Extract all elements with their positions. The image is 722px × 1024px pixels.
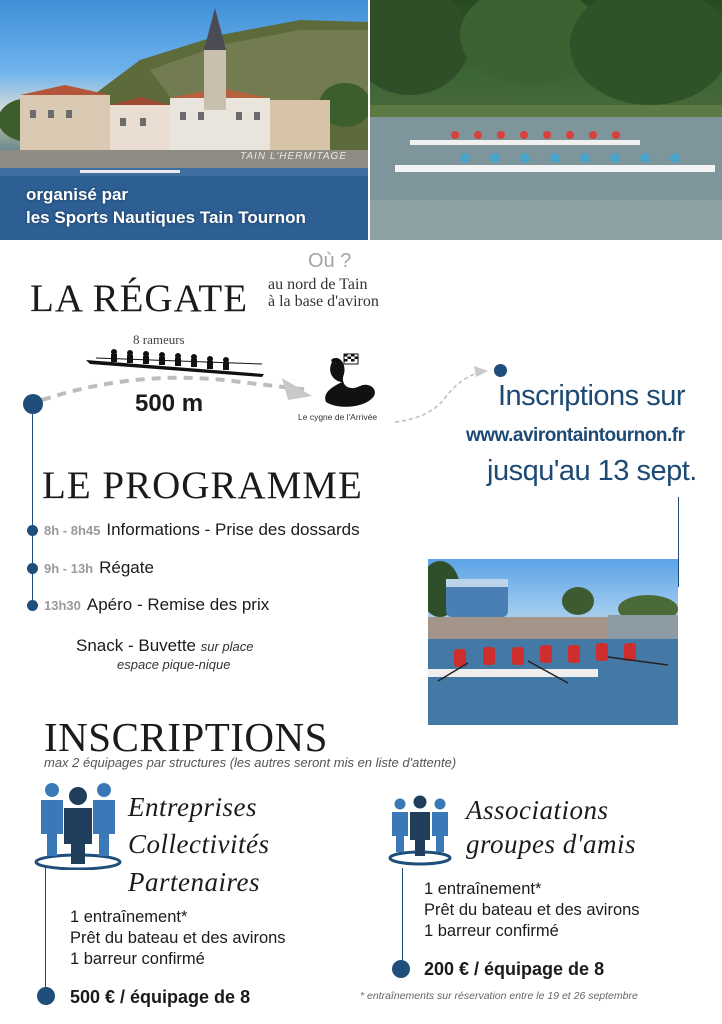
- group-2-price-dot: [392, 960, 410, 978]
- programme-time: 13h30: [44, 598, 81, 613]
- programme-item: [44, 520, 360, 540]
- group-1-line-1: Entreprises: [128, 792, 257, 822]
- group-2-line-1: Associations: [466, 795, 609, 825]
- start-dot: [23, 394, 43, 414]
- benefit-item: 1 entraînement*: [70, 908, 188, 926]
- registration-heading: Inscriptions sur: [498, 380, 686, 412]
- photo-rowing-race: [370, 0, 722, 240]
- snack-info: [76, 636, 254, 656]
- benefit-item: 1 entraînement*: [424, 880, 542, 898]
- programme-item: [44, 558, 154, 578]
- programme-dot-3: [27, 600, 38, 611]
- group-1-price: 500 € / équipage de 8: [70, 987, 251, 1007]
- town-sign: TAIN L'HERMITAGE: [240, 151, 347, 162]
- footnote: * entraînements sur réservation entre le 19 et 26 septembre: [360, 990, 638, 1002]
- race-distance: 500 m: [135, 390, 204, 417]
- programme-dot-1: [27, 525, 38, 536]
- where-line-2: à la base d'aviron: [268, 293, 379, 310]
- where-question: Où ?: [308, 250, 352, 272]
- swan-finish-icon: [318, 352, 380, 410]
- friends-group-icon: [388, 792, 452, 866]
- programme-item: [44, 595, 269, 615]
- programme-title: LE PROGRAMME: [42, 464, 363, 507]
- programme-label: Informations - Prise des dossards: [106, 520, 360, 539]
- group-1-line-2: Collectivités: [128, 829, 270, 859]
- group-1-line-3: Partenaires: [128, 867, 260, 897]
- race-path-arrow: [20, 360, 500, 430]
- group-2-line-2: groupes d'amis: [466, 829, 637, 859]
- right-vertical-line: [678, 497, 679, 587]
- programme-label: Apéro - Remise des prix: [86, 595, 270, 614]
- finish-caption: Le cygne de l'Arrivée: [298, 412, 378, 422]
- organiser-caption: [26, 183, 306, 229]
- rowers-count: 8 rameurs: [133, 332, 185, 347]
- caption-line-2: les Sports Nautiques Tain Tournon: [26, 208, 306, 227]
- crew-illustration: [428, 559, 678, 725]
- benefit-item: 1 barreur confirmé: [424, 922, 559, 940]
- programme-time: 8h - 8h45: [44, 523, 101, 538]
- snack-label: Snack - Buvette: [76, 636, 197, 655]
- where-line-1: au nord de Tain: [268, 276, 368, 293]
- group-2-price: 200 € / équipage de 8: [424, 959, 605, 979]
- programme-label: Régate: [99, 558, 154, 577]
- inscriptions-title: INSCRIPTIONS: [44, 714, 328, 760]
- benefit-item: Prêt du bateau et des avirons: [70, 929, 286, 947]
- caption-line-1: organisé par: [26, 185, 129, 204]
- group-1-price-dot: [37, 987, 55, 1005]
- programme-time: 9h - 13h: [44, 561, 94, 576]
- group-2-benefits: [424, 879, 640, 942]
- photo-rowing-crew: [428, 559, 678, 725]
- business-people-icon: [34, 778, 122, 870]
- group-1-benefits: [70, 907, 286, 970]
- picnic-info: espace pique-nique: [117, 657, 231, 672]
- race-illustration: [370, 0, 722, 240]
- registration-url-link[interactable]: www.avirontaintournon.fr: [466, 425, 685, 446]
- online-dot: [494, 364, 507, 377]
- benefit-item: 1 barreur confirmé: [70, 950, 205, 968]
- snack-note: sur place: [200, 639, 254, 654]
- timeline-line: [32, 414, 33, 604]
- group-1-line: [45, 868, 46, 988]
- benefit-item: Prêt du bateau et des avirons: [424, 901, 640, 919]
- regate-title: LA RÉGATE: [30, 277, 249, 320]
- registration-deadline: jusqu'au 13 sept.: [487, 455, 697, 487]
- group-2-line: [402, 868, 403, 960]
- inscriptions-note: max 2 équipages par structures (les autres seront mis en liste d'attente): [44, 755, 457, 770]
- programme-dot-2: [27, 563, 38, 574]
